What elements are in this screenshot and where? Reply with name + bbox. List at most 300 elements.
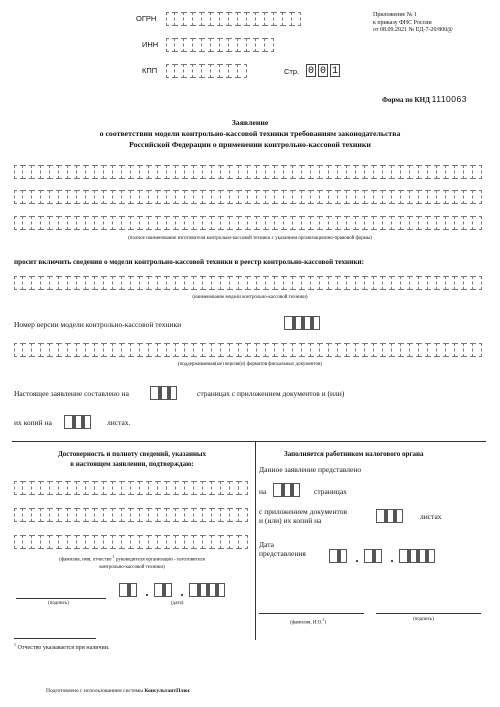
char-cell[interactable] bbox=[419, 276, 428, 290]
char-cell[interactable] bbox=[14, 508, 23, 522]
char-cell[interactable] bbox=[229, 64, 238, 78]
char-cell[interactable] bbox=[230, 508, 239, 522]
char-cell[interactable] bbox=[149, 535, 158, 549]
char-cell[interactable] bbox=[248, 190, 257, 204]
char-cell[interactable] bbox=[158, 343, 167, 357]
char-cell[interactable] bbox=[275, 276, 284, 290]
char-cell[interactable] bbox=[356, 276, 365, 290]
char-cell[interactable] bbox=[95, 508, 104, 522]
char-cell[interactable] bbox=[64, 415, 73, 429]
char-cell[interactable] bbox=[329, 190, 338, 204]
char-cell[interactable] bbox=[194, 535, 203, 549]
char-cell[interactable] bbox=[149, 190, 158, 204]
char-cell[interactable] bbox=[104, 481, 113, 495]
char-cell[interactable] bbox=[194, 165, 203, 179]
char-cell[interactable] bbox=[464, 216, 473, 230]
director-fio-row-1[interactable] bbox=[14, 481, 248, 495]
char-cell[interactable] bbox=[356, 216, 365, 230]
char-cell[interactable] bbox=[167, 508, 176, 522]
char-cell[interactable] bbox=[32, 165, 41, 179]
char-cell[interactable] bbox=[158, 481, 167, 495]
char-cell[interactable] bbox=[41, 216, 50, 230]
char-cell[interactable] bbox=[158, 216, 167, 230]
char-cell[interactable] bbox=[212, 481, 221, 495]
char-cell[interactable] bbox=[302, 343, 311, 357]
inn-input[interactable] bbox=[166, 38, 274, 52]
char-cell[interactable] bbox=[41, 343, 50, 357]
char-cell[interactable] bbox=[154, 583, 163, 597]
char-cell[interactable] bbox=[159, 386, 168, 400]
char-cell[interactable] bbox=[131, 216, 140, 230]
director-fio-row-2[interactable] bbox=[14, 508, 248, 522]
char-cell[interactable] bbox=[284, 316, 293, 330]
char-cell[interactable] bbox=[185, 190, 194, 204]
char-cell[interactable] bbox=[221, 508, 230, 522]
char-cell[interactable] bbox=[68, 481, 77, 495]
char-cell[interactable] bbox=[211, 12, 220, 26]
char-cell[interactable] bbox=[266, 343, 275, 357]
char-cell[interactable] bbox=[77, 276, 86, 290]
char-cell[interactable] bbox=[68, 343, 77, 357]
char-cell[interactable] bbox=[149, 165, 158, 179]
char-cell[interactable] bbox=[230, 216, 239, 230]
char-cell[interactable] bbox=[77, 481, 86, 495]
char-cell[interactable] bbox=[50, 481, 59, 495]
char-cell[interactable] bbox=[284, 216, 293, 230]
char-cell[interactable] bbox=[203, 276, 212, 290]
char-cell[interactable] bbox=[464, 343, 473, 357]
char-cell[interactable] bbox=[59, 165, 68, 179]
char-cell[interactable] bbox=[464, 190, 473, 204]
char-cell[interactable] bbox=[95, 190, 104, 204]
char-cell[interactable] bbox=[455, 190, 464, 204]
char-cell[interactable] bbox=[166, 12, 175, 26]
char-cell[interactable] bbox=[113, 190, 122, 204]
char-cell[interactable] bbox=[374, 190, 383, 204]
char-cell[interactable] bbox=[221, 165, 230, 179]
char-cell[interactable] bbox=[77, 190, 86, 204]
char-cell[interactable] bbox=[437, 165, 446, 179]
char-cell[interactable] bbox=[23, 165, 32, 179]
char-cell[interactable] bbox=[113, 343, 122, 357]
char-cell[interactable] bbox=[184, 64, 193, 78]
char-cell[interactable] bbox=[176, 508, 185, 522]
char-cell[interactable] bbox=[257, 276, 266, 290]
char-cell[interactable] bbox=[320, 190, 329, 204]
char-cell[interactable] bbox=[158, 535, 167, 549]
char-cell[interactable] bbox=[216, 583, 225, 597]
char-cell[interactable] bbox=[167, 216, 176, 230]
officer-sheets-input[interactable] bbox=[376, 509, 403, 523]
char-cell[interactable] bbox=[203, 190, 212, 204]
char-cell[interactable] bbox=[428, 190, 437, 204]
char-cell[interactable] bbox=[365, 190, 374, 204]
char-cell[interactable] bbox=[311, 216, 320, 230]
char-cell[interactable] bbox=[311, 165, 320, 179]
char-cell[interactable] bbox=[77, 343, 86, 357]
manufacturer-name-row-1[interactable] bbox=[14, 165, 482, 179]
char-cell[interactable] bbox=[220, 64, 229, 78]
char-cell[interactable] bbox=[149, 508, 158, 522]
char-cell[interactable] bbox=[455, 276, 464, 290]
char-cell[interactable] bbox=[185, 165, 194, 179]
char-cell[interactable] bbox=[302, 316, 311, 330]
char-cell[interactable] bbox=[23, 190, 32, 204]
char-cell[interactable] bbox=[203, 535, 212, 549]
char-cell[interactable] bbox=[14, 190, 23, 204]
char-cell[interactable] bbox=[293, 165, 302, 179]
char-cell[interactable] bbox=[86, 343, 95, 357]
char-cell[interactable] bbox=[239, 216, 248, 230]
char-cell[interactable] bbox=[194, 216, 203, 230]
char-cell[interactable] bbox=[329, 216, 338, 230]
char-cell[interactable] bbox=[104, 535, 113, 549]
char-cell[interactable] bbox=[184, 38, 193, 52]
char-cell[interactable] bbox=[302, 190, 311, 204]
char-cell[interactable] bbox=[86, 276, 95, 290]
submission-date-month-input[interactable] bbox=[364, 549, 382, 563]
char-cell[interactable] bbox=[77, 165, 86, 179]
char-cell[interactable] bbox=[365, 343, 374, 357]
char-cell[interactable] bbox=[229, 38, 238, 52]
char-cell[interactable] bbox=[392, 276, 401, 290]
char-cell[interactable] bbox=[374, 165, 383, 179]
char-cell[interactable] bbox=[203, 481, 212, 495]
char-cell[interactable] bbox=[383, 343, 392, 357]
char-cell[interactable] bbox=[221, 216, 230, 230]
char-cell[interactable] bbox=[220, 12, 229, 26]
char-cell[interactable] bbox=[59, 190, 68, 204]
char-cell[interactable] bbox=[230, 190, 239, 204]
char-cell[interactable] bbox=[338, 276, 347, 290]
char-cell[interactable] bbox=[68, 190, 77, 204]
char-cell[interactable] bbox=[86, 190, 95, 204]
char-cell[interactable] bbox=[128, 583, 137, 597]
char-cell[interactable] bbox=[131, 343, 140, 357]
char-cell[interactable] bbox=[364, 549, 373, 563]
char-cell[interactable] bbox=[428, 343, 437, 357]
char-cell[interactable] bbox=[167, 276, 176, 290]
char-cell[interactable] bbox=[23, 508, 32, 522]
char-cell[interactable] bbox=[122, 343, 131, 357]
char-cell[interactable] bbox=[122, 508, 131, 522]
char-cell[interactable] bbox=[122, 535, 131, 549]
char-cell[interactable] bbox=[275, 165, 284, 179]
char-cell[interactable] bbox=[77, 216, 86, 230]
char-cell[interactable] bbox=[166, 64, 175, 78]
char-cell[interactable] bbox=[266, 276, 275, 290]
char-cell[interactable] bbox=[23, 343, 32, 357]
char-cell[interactable] bbox=[95, 276, 104, 290]
char-cell[interactable] bbox=[168, 386, 177, 400]
char-cell[interactable] bbox=[265, 12, 274, 26]
char-cell[interactable] bbox=[59, 481, 68, 495]
submission-date-year-input[interactable] bbox=[399, 549, 435, 563]
char-cell[interactable] bbox=[158, 508, 167, 522]
char-cell[interactable] bbox=[399, 549, 408, 563]
char-cell[interactable] bbox=[202, 64, 211, 78]
char-cell[interactable] bbox=[14, 343, 23, 357]
char-cell[interactable] bbox=[131, 508, 140, 522]
char-cell[interactable] bbox=[230, 343, 239, 357]
version-number-input[interactable] bbox=[284, 316, 320, 330]
char-cell[interactable] bbox=[464, 165, 473, 179]
char-cell[interactable] bbox=[392, 343, 401, 357]
char-cell[interactable] bbox=[437, 276, 446, 290]
char-cell[interactable] bbox=[257, 165, 266, 179]
char-cell[interactable] bbox=[50, 216, 59, 230]
char-cell[interactable] bbox=[194, 190, 203, 204]
char-cell[interactable] bbox=[82, 415, 91, 429]
char-cell[interactable] bbox=[14, 481, 23, 495]
char-cell[interactable] bbox=[149, 343, 158, 357]
char-cell[interactable] bbox=[374, 276, 383, 290]
char-cell[interactable] bbox=[274, 12, 283, 26]
char-cell[interactable] bbox=[356, 190, 365, 204]
char-cell[interactable] bbox=[122, 165, 131, 179]
char-cell[interactable] bbox=[113, 535, 122, 549]
char-cell[interactable] bbox=[194, 508, 203, 522]
char-cell[interactable] bbox=[41, 508, 50, 522]
char-cell[interactable] bbox=[14, 535, 23, 549]
char-cell[interactable] bbox=[238, 64, 247, 78]
char-cell[interactable] bbox=[185, 216, 194, 230]
char-cell[interactable] bbox=[265, 38, 274, 52]
char-cell[interactable] bbox=[113, 276, 122, 290]
char-cell[interactable] bbox=[446, 216, 455, 230]
char-cell[interactable] bbox=[220, 38, 229, 52]
char-cell[interactable] bbox=[176, 276, 185, 290]
ogrn-input[interactable] bbox=[166, 12, 301, 26]
char-cell[interactable] bbox=[86, 535, 95, 549]
char-cell[interactable] bbox=[230, 481, 239, 495]
char-cell[interactable] bbox=[203, 165, 212, 179]
char-cell[interactable] bbox=[95, 481, 104, 495]
char-cell[interactable] bbox=[68, 165, 77, 179]
char-cell[interactable] bbox=[257, 190, 266, 204]
char-cell[interactable] bbox=[23, 535, 32, 549]
char-cell[interactable] bbox=[113, 508, 122, 522]
char-cell[interactable] bbox=[247, 12, 256, 26]
char-cell[interactable] bbox=[86, 216, 95, 230]
submission-date-day-input[interactable] bbox=[329, 549, 347, 563]
char-cell[interactable] bbox=[149, 276, 158, 290]
char-cell[interactable] bbox=[275, 190, 284, 204]
char-cell[interactable] bbox=[194, 276, 203, 290]
char-cell[interactable] bbox=[293, 316, 302, 330]
char-cell[interactable] bbox=[207, 583, 216, 597]
char-cell[interactable] bbox=[203, 508, 212, 522]
char-cell[interactable] bbox=[365, 216, 374, 230]
char-cell[interactable] bbox=[221, 190, 230, 204]
char-cell[interactable] bbox=[239, 190, 248, 204]
char-cell[interactable] bbox=[140, 343, 149, 357]
char-cell[interactable] bbox=[86, 481, 95, 495]
char-cell[interactable] bbox=[446, 276, 455, 290]
char-cell[interactable] bbox=[446, 165, 455, 179]
char-cell[interactable] bbox=[140, 276, 149, 290]
char-cell[interactable] bbox=[23, 216, 32, 230]
char-cell[interactable] bbox=[338, 190, 347, 204]
char-cell[interactable] bbox=[392, 216, 401, 230]
char-cell[interactable] bbox=[32, 276, 41, 290]
char-cell[interactable] bbox=[86, 508, 95, 522]
char-cell[interactable] bbox=[347, 343, 356, 357]
char-cell[interactable] bbox=[185, 535, 194, 549]
char-cell[interactable] bbox=[248, 343, 257, 357]
char-cell[interactable] bbox=[473, 343, 482, 357]
char-cell[interactable] bbox=[239, 535, 248, 549]
char-cell[interactable] bbox=[77, 535, 86, 549]
char-cell[interactable] bbox=[284, 343, 293, 357]
char-cell[interactable] bbox=[320, 216, 329, 230]
director-fio-row-3[interactable] bbox=[14, 535, 248, 549]
char-cell[interactable] bbox=[193, 12, 202, 26]
char-cell[interactable] bbox=[212, 535, 221, 549]
char-cell[interactable] bbox=[374, 216, 383, 230]
char-cell[interactable] bbox=[104, 508, 113, 522]
pages-count-input[interactable] bbox=[150, 386, 177, 400]
char-cell[interactable] bbox=[59, 535, 68, 549]
char-cell[interactable] bbox=[14, 165, 23, 179]
char-cell[interactable] bbox=[248, 276, 257, 290]
char-cell[interactable] bbox=[266, 216, 275, 230]
char-cell[interactable] bbox=[59, 276, 68, 290]
char-cell[interactable] bbox=[50, 276, 59, 290]
char-cell[interactable] bbox=[302, 216, 311, 230]
char-cell[interactable] bbox=[473, 216, 482, 230]
char-cell[interactable] bbox=[167, 535, 176, 549]
char-cell[interactable] bbox=[212, 276, 221, 290]
char-cell[interactable] bbox=[221, 343, 230, 357]
char-cell[interactable] bbox=[212, 508, 221, 522]
char-cell[interactable] bbox=[311, 276, 320, 290]
char-cell[interactable] bbox=[347, 190, 356, 204]
char-cell[interactable] bbox=[68, 535, 77, 549]
char-cell[interactable] bbox=[189, 583, 198, 597]
char-cell[interactable] bbox=[293, 216, 302, 230]
char-cell[interactable] bbox=[293, 190, 302, 204]
char-cell[interactable] bbox=[185, 481, 194, 495]
char-cell[interactable] bbox=[131, 165, 140, 179]
char-cell[interactable] bbox=[41, 481, 50, 495]
char-cell[interactable] bbox=[230, 276, 239, 290]
char-cell[interactable] bbox=[410, 190, 419, 204]
char-cell[interactable] bbox=[247, 38, 256, 52]
char-cell[interactable] bbox=[419, 190, 428, 204]
char-cell[interactable] bbox=[185, 343, 194, 357]
char-cell[interactable] bbox=[239, 343, 248, 357]
char-cell[interactable] bbox=[320, 343, 329, 357]
char-cell[interactable] bbox=[32, 190, 41, 204]
char-cell[interactable] bbox=[221, 535, 230, 549]
char-cell[interactable] bbox=[95, 343, 104, 357]
char-cell[interactable] bbox=[176, 216, 185, 230]
char-cell[interactable] bbox=[167, 481, 176, 495]
char-cell[interactable] bbox=[104, 216, 113, 230]
char-cell[interactable] bbox=[131, 190, 140, 204]
char-cell[interactable] bbox=[419, 165, 428, 179]
char-cell[interactable] bbox=[248, 216, 257, 230]
char-cell[interactable] bbox=[229, 12, 238, 26]
char-cell[interactable] bbox=[184, 12, 193, 26]
char-cell[interactable] bbox=[284, 190, 293, 204]
char-cell[interactable] bbox=[202, 38, 211, 52]
char-cell[interactable] bbox=[41, 190, 50, 204]
char-cell[interactable] bbox=[455, 343, 464, 357]
char-cell[interactable] bbox=[428, 165, 437, 179]
char-cell[interactable] bbox=[356, 343, 365, 357]
char-cell[interactable] bbox=[426, 549, 435, 563]
char-cell[interactable] bbox=[212, 165, 221, 179]
char-cell[interactable] bbox=[248, 165, 257, 179]
char-cell[interactable] bbox=[23, 276, 32, 290]
char-cell[interactable] bbox=[302, 276, 311, 290]
char-cell[interactable] bbox=[302, 165, 311, 179]
char-cell[interactable] bbox=[283, 12, 292, 26]
char-cell[interactable] bbox=[95, 216, 104, 230]
char-cell[interactable] bbox=[329, 165, 338, 179]
char-cell[interactable] bbox=[185, 276, 194, 290]
char-cell[interactable] bbox=[41, 165, 50, 179]
char-cell[interactable] bbox=[167, 343, 176, 357]
char-cell[interactable] bbox=[266, 165, 275, 179]
char-cell[interactable] bbox=[194, 343, 203, 357]
char-cell[interactable] bbox=[417, 549, 426, 563]
model-name-input[interactable] bbox=[14, 276, 482, 290]
char-cell[interactable] bbox=[329, 276, 338, 290]
date-year-input[interactable] bbox=[189, 583, 225, 597]
char-cell[interactable] bbox=[473, 276, 482, 290]
char-cell[interactable] bbox=[329, 343, 338, 357]
char-cell[interactable] bbox=[113, 216, 122, 230]
char-cell[interactable] bbox=[32, 216, 41, 230]
char-cell[interactable] bbox=[176, 165, 185, 179]
char-cell[interactable] bbox=[50, 535, 59, 549]
char-cell[interactable] bbox=[167, 165, 176, 179]
char-cell[interactable] bbox=[140, 508, 149, 522]
char-cell[interactable] bbox=[419, 343, 428, 357]
char-cell[interactable] bbox=[122, 216, 131, 230]
char-cell[interactable] bbox=[73, 415, 82, 429]
char-cell[interactable] bbox=[140, 481, 149, 495]
char-cell[interactable] bbox=[385, 509, 394, 523]
char-cell[interactable] bbox=[158, 165, 167, 179]
char-cell[interactable] bbox=[373, 549, 382, 563]
char-cell[interactable] bbox=[104, 276, 113, 290]
char-cell[interactable] bbox=[202, 12, 211, 26]
char-cell[interactable] bbox=[273, 483, 282, 497]
char-cell[interactable] bbox=[14, 216, 23, 230]
char-cell[interactable] bbox=[347, 216, 356, 230]
char-cell[interactable] bbox=[167, 190, 176, 204]
char-cell[interactable] bbox=[163, 583, 172, 597]
char-cell[interactable] bbox=[221, 481, 230, 495]
char-cell[interactable] bbox=[41, 276, 50, 290]
char-cell[interactable] bbox=[131, 535, 140, 549]
char-cell[interactable] bbox=[347, 165, 356, 179]
char-cell[interactable] bbox=[50, 508, 59, 522]
char-cell[interactable] bbox=[239, 508, 248, 522]
char-cell[interactable] bbox=[32, 343, 41, 357]
char-cell[interactable] bbox=[50, 343, 59, 357]
char-cell[interactable] bbox=[376, 509, 385, 523]
char-cell[interactable] bbox=[230, 165, 239, 179]
char-cell[interactable] bbox=[59, 216, 68, 230]
char-cell[interactable] bbox=[158, 190, 167, 204]
char-cell[interactable] bbox=[68, 216, 77, 230]
char-cell[interactable] bbox=[176, 481, 185, 495]
